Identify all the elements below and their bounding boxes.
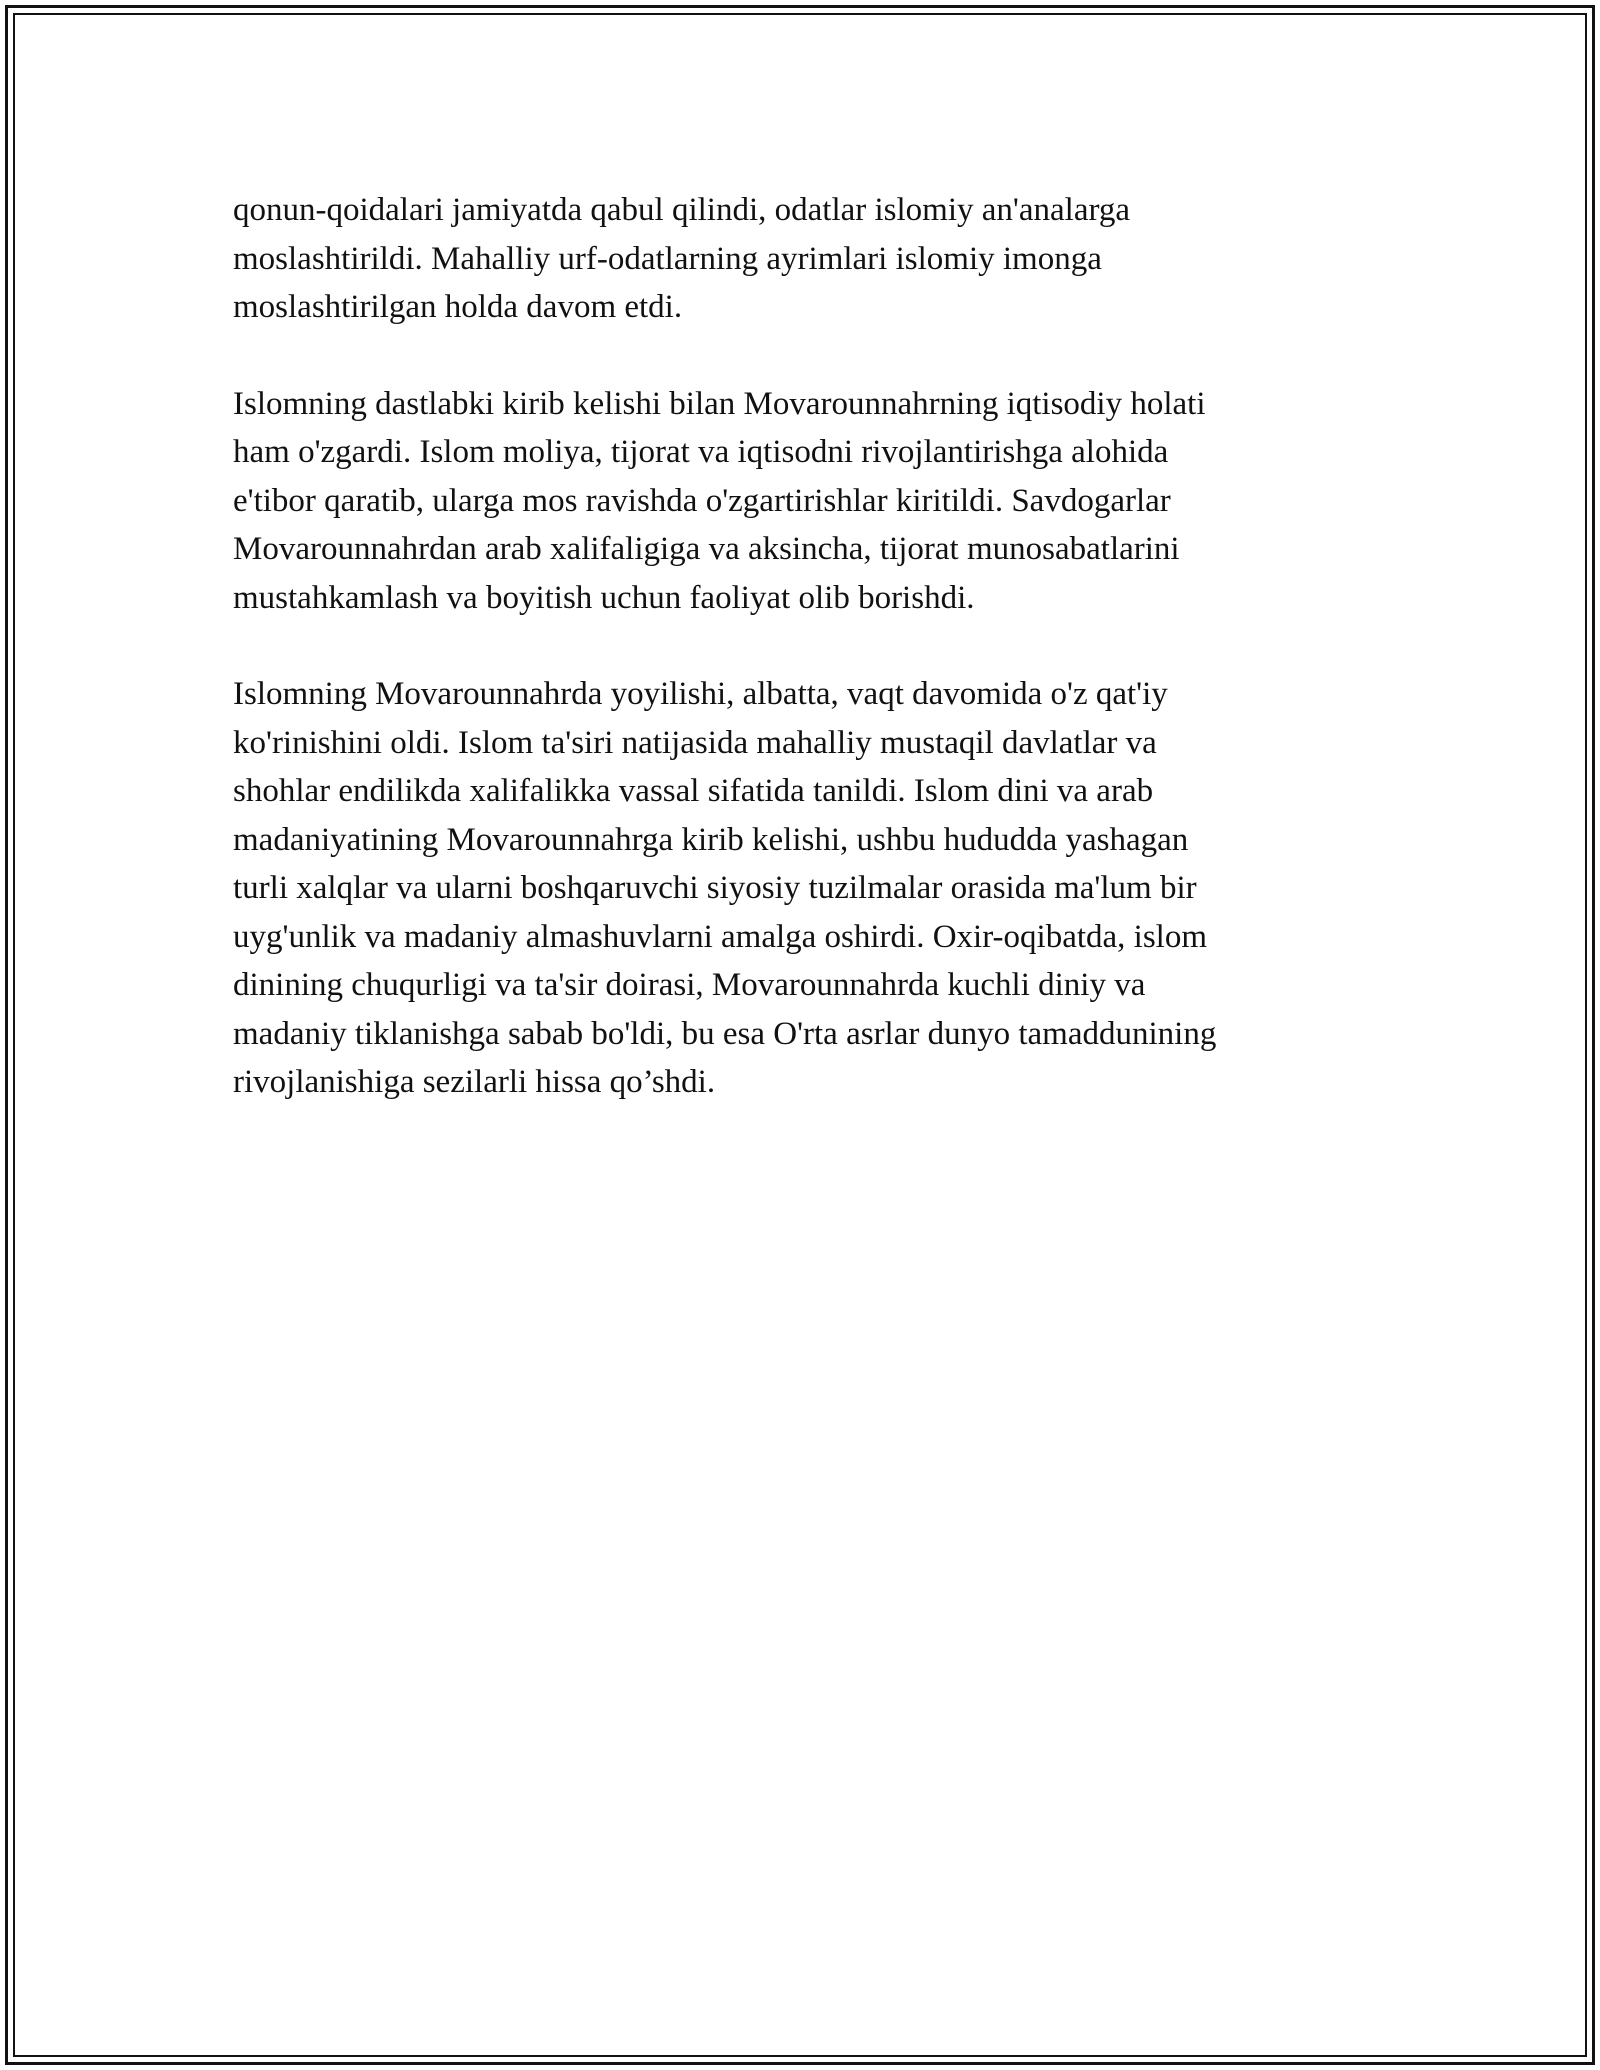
paragraph-2 [233,380,1373,623]
text-line: Movarounnahrdan arab xalifaligiga va aksincha, tijorat munosabatlarini [233,531,1180,567]
document-body [233,186,1373,1155]
text-line: mustahkamlash va boyitish uchun faoliyat olib borishdi. [233,579,975,616]
text-line: Islomning dastlabki kirib kelishi bilan Movarounnahrning iqtisodiy holati [233,385,1206,422]
text-line: shohlar endilikda xalifalikka vassal sifatida tanildi. Islom dini va arab [233,773,1154,809]
paragraph-1 [233,186,1373,332]
text-line: uyg'unlik va madaniy almashuvlarni amalga oshirdi. Oxir-oqibatda, islom [233,918,1207,955]
text-line: Islomning Movarounnahrda yoyilishi, albatta, vaqt davomida o'z qat'iy [233,676,1168,712]
text-line: ko'rinishini oldi. Islom ta'siri natijasida mahalliy mustaqil davlatlar va [233,724,1157,761]
paragraph-3 [233,670,1373,1107]
text-line: ham o'zgardi. Islom moliya, tijorat va iqtisodni rivojlantirishga alohida [233,434,1169,470]
text-line: rivojlanishiga sezilarli hissa qo’shdi. [233,1064,716,1100]
text-line: madaniy tiklanishga sabab bo'ldi, bu esa O'rta asrlar dunyo tamaddunining [233,1015,1217,1052]
text-line: madaniyatining Movarounnahrga kirib kelishi, ushbu hududda yashagan [233,821,1189,858]
text-line: e'tibor qaratib, ularga mos ravishda o'zgartirishlar kiritildi. Savdogarlar [233,482,1171,519]
text-line: qonun-qoidalari jamiyatda qabul qilindi, odatlar islomiy an'analarga [233,192,1131,228]
text-line: moslashtirilgan holda davom etdi. [233,289,683,325]
text-line: moslashtirildi. Mahalliy urf-odatlarning ayrimlari islomiy imonga [233,240,1102,277]
text-line: turli xalqlar va ularni boshqaruvchi siyosiy tuzilmalar orasida ma'lum bir [233,870,1197,906]
text-line: dinining chuqurligi va ta'sir doirasi, Movarounnahrda kuchli diniy va [233,967,1146,1003]
